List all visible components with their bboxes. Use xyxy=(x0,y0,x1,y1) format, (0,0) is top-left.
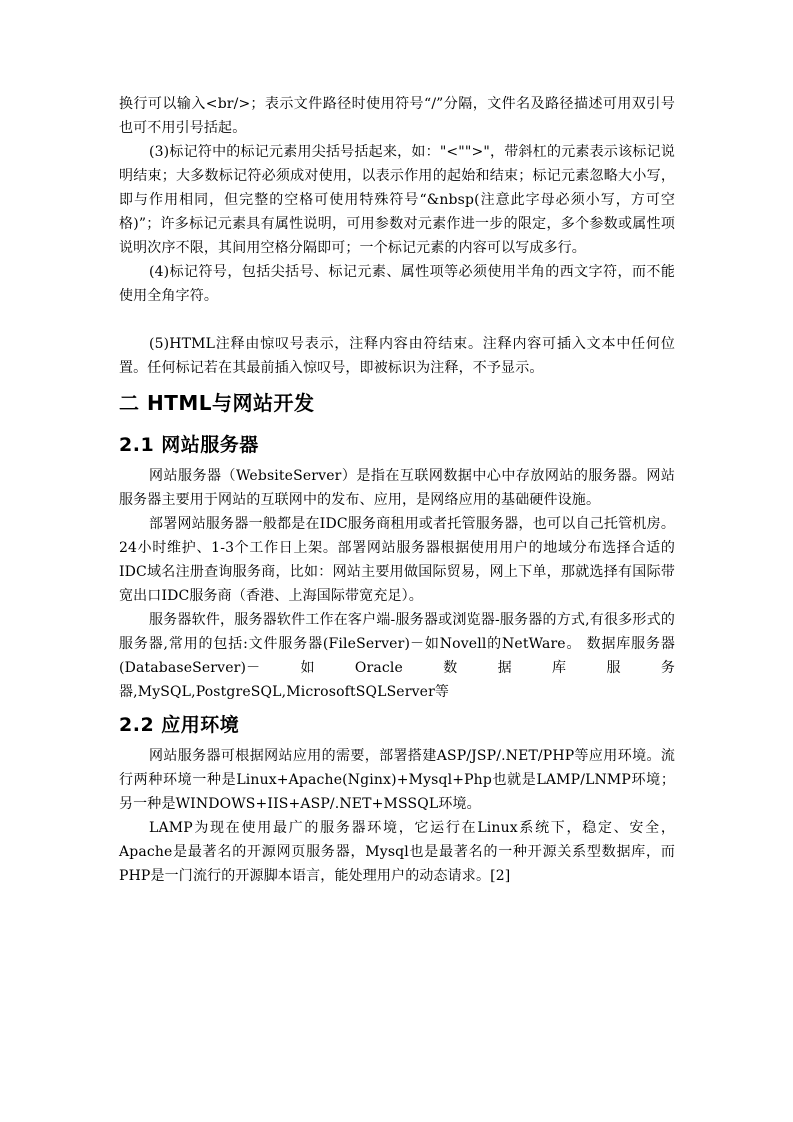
paragraph-lamp: LAMP为现在使用最广的服务器环境，它运行在Linux系统下，稳定、安全，Apache是最著名的开源网页服务器，Mysql也是最著名的一种开源关系型数据库，而PHP是一门流行的开源脚本语言，能处理用户的动态请求。[2] xyxy=(119,820,675,884)
paragraph-website-server: 网站服务器（WebsiteServer）是指在互联网数据中心中存放网站的服务器。网站服务器主要用于网站的互联网中的发布、应用，是网络应用的基础硬件设施。 xyxy=(119,468,675,508)
blank-line xyxy=(119,308,675,332)
section-heading-2-1: 2.1 网站服务器 xyxy=(119,434,259,456)
section-heading-2-2: 2.2 应用环境 xyxy=(119,714,240,736)
paragraph-app-environment: 网站服务器可根据网站应用的需要，部署搭建ASP/JSP/.NET/PHP等应用环境。流行两种环境一种是Linux+Apache(Nginx)+Mysql+Php也就是LAMP/LNMP环境；另一种是WINDOWS+IIS+ASP/.NET+MSSQL环境。 xyxy=(119,748,675,812)
paragraph-rule-4: (4)标记符号，包括尖括号、标记元素、属性项等必须使用半角的西文字符，而不能使用全角字符。 xyxy=(119,264,675,304)
document-page xyxy=(119,92,675,888)
paragraph-rule-3: (3)标记符中的标记元素用尖括号括起来，如："<"">"，带斜杠的元素表示该标记说明结束；大多数标记符必须成对使用，以表示作用的起始和结束；标记元素忽略大小写，即与作用相同，但完整的空格可使用特殊符号“&nbsp(注意此字母必须小写，方可空格)”；许多标记元素具有属性说明，可用参数对元素作进一步的限定，多个参数或属性项说明次序不限，其间用空格分隔即可；一个标记元素的内容可以写成多行。 xyxy=(119,144,675,256)
paragraph-server-software: 服务器软件，服务器软件工作在客户端-服务器或浏览器-服务器的方式,有很多形式的服务器,常用的包括:文件服务器(FileServer)－如Novell的NetWare。 数据库服务器(DatabaseServer)－如Oracle数据库服务器,MySQL,PostgreSQL,MicrosoftSQLServer等 xyxy=(119,612,675,700)
paragraph-rule-5: (5)HTML注释由惊叹号表示，注释内容由符结束。注释内容可插入文本中任何位置。任何标记若在其最前插入惊叹号，即被标识为注释，不予显示。 xyxy=(119,336,675,376)
paragraph-continued: 换行可以输入<br/>；表示文件路径时使用符号“/”分隔，文件名及路径描述可用双引号也可不用引号括起。 xyxy=(119,96,675,136)
chapter-heading: 二 HTML与网站开发 xyxy=(119,391,315,415)
paragraph-deployment: 部署网站服务器一般都是在IDC服务商租用或者托管服务器，也可以自己托管机房。24小时维护、1-3个工作日上架。部署网站服务器根据使用用户的地域分布选择合适的IDC域名注册查询服务商，比如：网站主要用做国际贸易，网上下单，那就选择有国际带宽出口IDC服务商（香港、上海国际带宽充足）。 xyxy=(119,516,675,604)
